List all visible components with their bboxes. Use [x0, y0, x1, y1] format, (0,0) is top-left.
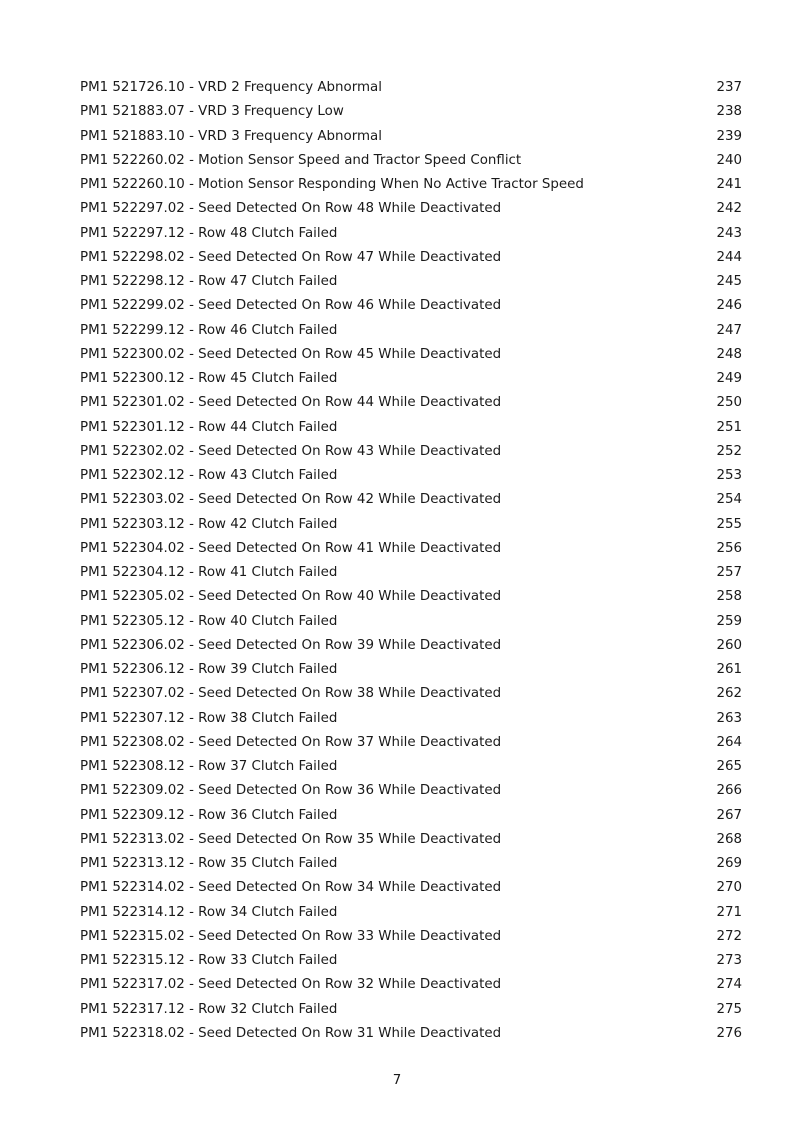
- toc-entry-page-number: 260: [716, 637, 742, 653]
- toc-entry[interactable]: [80, 949, 742, 973]
- toc-entry[interactable]: [80, 513, 742, 537]
- toc-entry-page-number: 262: [716, 686, 742, 702]
- toc-entry-page-number: 249: [716, 371, 742, 386]
- toc-entry-page-number: 251: [716, 419, 742, 435]
- toc-entry[interactable]: [80, 828, 742, 852]
- toc-entry[interactable]: [80, 682, 742, 706]
- toc-entry[interactable]: [80, 464, 742, 488]
- toc-entry-page-number: 255: [716, 516, 742, 532]
- toc-entry-title: PM1 522299.12 - Row 46 Clutch Failed: [80, 322, 338, 338]
- toc-entry-page-number: 273: [716, 953, 742, 968]
- toc-entry-title: PM1 522260.02 - Motion Sensor Speed and Tractor Speed Conflict: [80, 152, 522, 168]
- toc-entry-page-number: 272: [716, 928, 742, 944]
- toc-entry-page-number: 258: [716, 589, 742, 605]
- toc-entry-page-number: 254: [716, 492, 742, 508]
- toc-entry-page-number: 243: [716, 225, 742, 241]
- toc-entry-page-number: 266: [716, 783, 742, 799]
- toc-entry[interactable]: [80, 197, 742, 221]
- toc-entry-title: PM1 522313.02 - Seed Detected On Row 35 While Deactivated: [80, 831, 502, 847]
- toc-entry[interactable]: [80, 416, 742, 440]
- toc-entry-page-number: 261: [716, 662, 742, 677]
- toc-entry[interactable]: [80, 246, 742, 270]
- toc-entry-page-number: 264: [716, 734, 742, 750]
- toc-entry-title: PM1 522317.02 - Seed Detected On Row 32 While Deactivated: [80, 977, 502, 993]
- toc-entry-title: PM1 521726.10 - VRD 2 Frequency Abnormal: [80, 80, 382, 95]
- toc-entry-title: PM1 522301.02 - Seed Detected On Row 44 While Deactivated: [80, 395, 502, 411]
- toc-entry-page-number: 275: [716, 1001, 742, 1017]
- toc-entry-title: PM1 521883.07 - VRD 3 Frequency Low: [80, 104, 344, 120]
- toc-entry[interactable]: [80, 125, 742, 149]
- toc-entry[interactable]: [80, 1022, 742, 1046]
- toc-entry-title: PM1 522315.12 - Row 33 Clutch Failed: [80, 953, 338, 968]
- toc-entry-title: PM1 522314.02 - Seed Detected On Row 34 While Deactivated: [80, 880, 502, 896]
- toc-entry-title: PM1 522317.12 - Row 32 Clutch Failed: [80, 1001, 338, 1017]
- toc-entry-title: PM1 522303.02 - Seed Detected On Row 42 While Deactivated: [80, 492, 502, 508]
- toc-entry-title: PM1 522307.12 - Row 38 Clutch Failed: [80, 710, 338, 726]
- toc-entry-title: PM1 522305.02 - Seed Detected On Row 40 While Deactivated: [80, 589, 502, 605]
- toc-entry-title: PM1 522299.02 - Seed Detected On Row 46 While Deactivated: [80, 298, 502, 314]
- toc-entry[interactable]: [80, 100, 742, 124]
- toc-entry[interactable]: [80, 852, 742, 876]
- toc-entry-title: PM1 522298.12 - Row 47 Clutch Failed: [80, 274, 338, 289]
- toc-entry[interactable]: [80, 876, 742, 900]
- toc-entry-page-number: 238: [716, 104, 742, 120]
- toc-entry[interactable]: [80, 901, 742, 925]
- toc-entry-title: PM1 522298.02 - Seed Detected On Row 47 While Deactivated: [80, 249, 502, 265]
- toc-entry-page-number: 263: [716, 710, 742, 726]
- toc-entry-title: PM1 522300.12 - Row 45 Clutch Failed: [80, 371, 338, 386]
- toc-entry-title: PM1 522305.12 - Row 40 Clutch Failed: [80, 613, 338, 629]
- toc-entry-page-number: 259: [716, 613, 742, 629]
- toc-entry-page-number: 245: [716, 274, 742, 289]
- toc-entry-title: PM1 522303.12 - Row 42 Clutch Failed: [80, 516, 338, 532]
- toc-entry-page-number: 237: [716, 80, 742, 95]
- toc-entry[interactable]: [80, 804, 742, 828]
- toc-entry[interactable]: [80, 76, 742, 100]
- toc-entry-title: PM1 522301.12 - Row 44 Clutch Failed: [80, 419, 338, 435]
- toc-entry[interactable]: [80, 707, 742, 731]
- toc-entry[interactable]: [80, 488, 742, 512]
- toc-entry[interactable]: [80, 755, 742, 779]
- toc-entry-page-number: 248: [716, 346, 742, 362]
- toc-entry-title: PM1 522318.02 - Seed Detected On Row 31 While Deactivated: [80, 1025, 502, 1041]
- toc-entry[interactable]: [80, 270, 742, 294]
- toc-entry[interactable]: [80, 779, 742, 803]
- toc-entry[interactable]: [80, 319, 742, 343]
- toc-entry[interactable]: [80, 634, 742, 658]
- toc-entry[interactable]: [80, 149, 742, 173]
- toc-entry-title: PM1 522309.02 - Seed Detected On Row 36 While Deactivated: [80, 783, 502, 799]
- toc-entry[interactable]: [80, 658, 742, 682]
- toc-entry-title: PM1 522306.12 - Row 39 Clutch Failed: [80, 662, 338, 677]
- toc-entry-title: PM1 522313.12 - Row 35 Clutch Failed: [80, 856, 338, 871]
- toc-entry[interactable]: [80, 537, 742, 561]
- toc-entry-title: PM1 522304.02 - Seed Detected On Row 41 While Deactivated: [80, 540, 502, 556]
- toc-entry[interactable]: [80, 173, 742, 197]
- toc-entry-page-number: 267: [716, 807, 742, 823]
- toc-entry-page-number: 270: [716, 880, 742, 896]
- toc-entry-title: PM1 522314.12 - Row 34 Clutch Failed: [80, 904, 338, 920]
- toc-entry[interactable]: [80, 998, 742, 1022]
- toc-entry-page-number: 247: [716, 322, 742, 338]
- toc-entry-page-number: 239: [716, 128, 742, 144]
- toc-entry-title: PM1 522297.12 - Row 48 Clutch Failed: [80, 225, 338, 241]
- toc-entry-page-number: 271: [716, 904, 742, 920]
- toc-entry-page-number: 246: [716, 298, 742, 314]
- toc-entry-page-number: 265: [716, 759, 742, 774]
- toc-entry[interactable]: [80, 610, 742, 634]
- toc-entry-page-number: 252: [716, 443, 742, 459]
- toc-entry-page-number: 244: [716, 249, 742, 265]
- toc-entry[interactable]: [80, 585, 742, 609]
- toc-entry-title: PM1 522260.10 - Motion Sensor Responding When No Active Tractor Speed: [80, 177, 584, 192]
- toc-entry-title: PM1 521883.10 - VRD 3 Frequency Abnormal: [80, 128, 382, 144]
- toc-entry-page-number: 240: [716, 152, 742, 168]
- toc-entry-title: PM1 522302.12 - Row 43 Clutch Failed: [80, 468, 338, 483]
- toc-entry-title: PM1 522304.12 - Row 41 Clutch Failed: [80, 565, 338, 580]
- toc-entry-title: PM1 522297.02 - Seed Detected On Row 48 While Deactivated: [80, 201, 502, 217]
- table-of-contents: [80, 76, 742, 1046]
- toc-entry-page-number: 241: [716, 177, 742, 192]
- toc-entry-title: PM1 522309.12 - Row 36 Clutch Failed: [80, 807, 338, 823]
- toc-entry-title: PM1 522308.12 - Row 37 Clutch Failed: [80, 759, 338, 774]
- toc-entry-title: PM1 522308.02 - Seed Detected On Row 37 While Deactivated: [80, 734, 502, 750]
- toc-entry-title: PM1 522306.02 - Seed Detected On Row 39 While Deactivated: [80, 637, 502, 653]
- toc-entry-title: PM1 522300.02 - Seed Detected On Row 45 While Deactivated: [80, 346, 502, 362]
- toc-entry[interactable]: [80, 561, 742, 585]
- toc-entry-title: PM1 522302.02 - Seed Detected On Row 43 While Deactivated: [80, 443, 502, 459]
- toc-entry[interactable]: [80, 440, 742, 464]
- toc-entry-page-number: 253: [716, 468, 742, 483]
- toc-entry-page-number: 242: [716, 201, 742, 217]
- toc-entry-page-number: 256: [716, 540, 742, 556]
- toc-entry-page-number: 250: [716, 395, 742, 411]
- toc-entry-page-number: 269: [716, 856, 742, 871]
- toc-entry-page-number: 276: [716, 1025, 742, 1041]
- toc-entry[interactable]: [80, 731, 742, 755]
- toc-entry[interactable]: [80, 294, 742, 318]
- toc-entry[interactable]: [80, 973, 742, 997]
- toc-entry[interactable]: [80, 391, 742, 415]
- toc-entry-page-number: 257: [716, 565, 742, 580]
- toc-entry[interactable]: [80, 925, 742, 949]
- toc-entry-title: PM1 522315.02 - Seed Detected On Row 33 While Deactivated: [80, 928, 502, 944]
- toc-entry[interactable]: [80, 222, 742, 246]
- page-number: 7: [392, 1073, 402, 1088]
- toc-entry-page-number: 274: [716, 977, 742, 993]
- toc-entry[interactable]: [80, 343, 742, 367]
- toc-entry[interactable]: [80, 367, 742, 391]
- toc-entry-page-number: 268: [716, 831, 742, 847]
- toc-entry-title: PM1 522307.02 - Seed Detected On Row 38 While Deactivated: [80, 686, 502, 702]
